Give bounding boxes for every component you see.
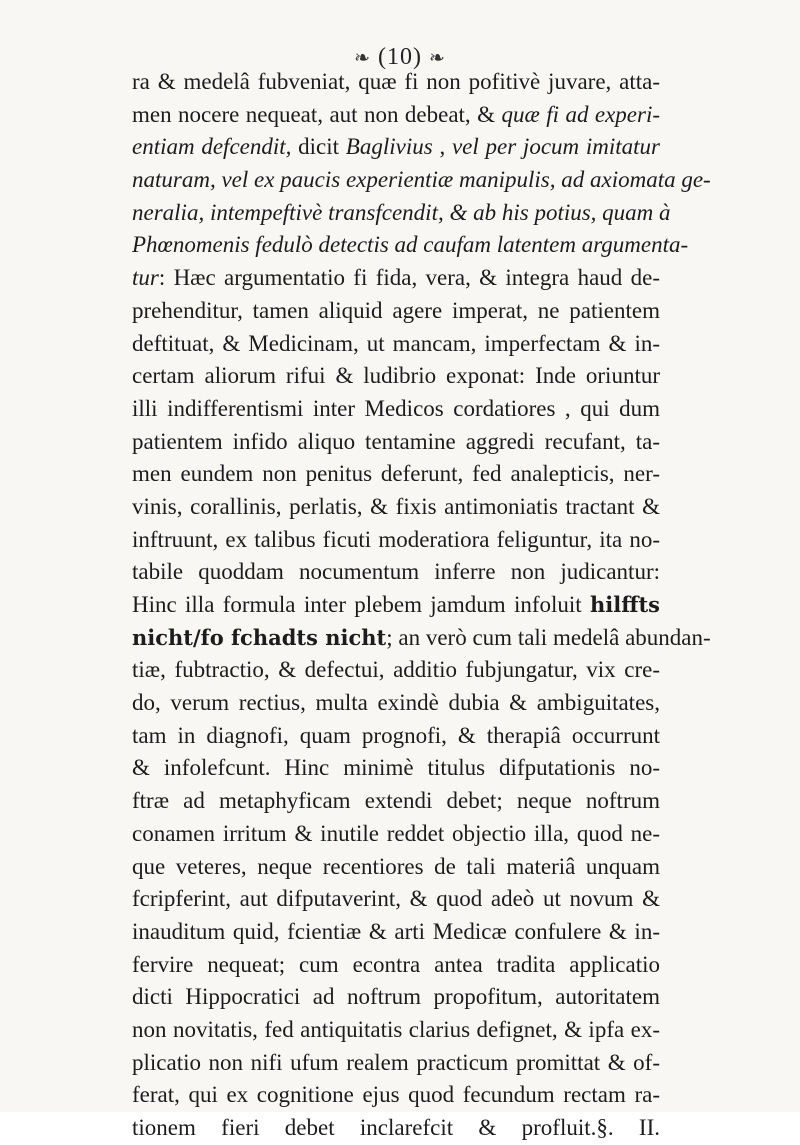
text-segment: tam in diagnofi, quam prognofi, & therapiâ occurrunt bbox=[132, 722, 660, 748]
text-segment: illi indifferentismi inter Medicos cordatiores , qui dum bbox=[132, 395, 660, 421]
text-segment: inftruunt, ex talibus ficuti moderatiora feliguntur, ita no- bbox=[132, 526, 660, 552]
text-segment: fcripferint, aut difputaverint, & quod adeò ut novum & bbox=[132, 886, 660, 912]
text-line bbox=[132, 328, 660, 361]
page-number: (10) bbox=[378, 44, 422, 70]
ornament-right-icon: ❧ bbox=[428, 48, 446, 69]
text-line bbox=[132, 491, 660, 524]
text-line bbox=[132, 295, 660, 328]
text-segment: Hinc illa formula inter plebem jamdum infoluit bbox=[132, 592, 591, 617]
text-line bbox=[132, 785, 660, 818]
text-line bbox=[132, 916, 660, 949]
text-line bbox=[132, 1079, 660, 1112]
text-segment: patientem infido aliquo tentamine aggredi recufant, ta- bbox=[132, 428, 660, 454]
text-segment: tur bbox=[132, 265, 159, 291]
text-segment: fervire nequeat; cum econtra antea tradita applicatio bbox=[132, 951, 660, 977]
body-text bbox=[132, 66, 711, 1145]
text-segment: quæ fi ad experi- bbox=[501, 101, 661, 127]
text-segment: deftituat, & Medicinam, ut mancam, imperfectam & in- bbox=[132, 330, 660, 356]
text-line bbox=[132, 426, 660, 459]
text-segment: plicatio non nifi ufum realem practicum promittat & of- bbox=[132, 1049, 660, 1075]
text-line bbox=[132, 458, 660, 491]
text-segment: hilffts bbox=[590, 592, 660, 617]
text-line bbox=[132, 654, 660, 687]
text-line bbox=[132, 818, 660, 851]
text-segment: §. II. bbox=[596, 1115, 660, 1140]
text-segment: : Hæc argumentatio fi fida, vera, & integra haud de- bbox=[158, 265, 660, 291]
text-segment: Phœnomenis fedulò detectis ad caufam latentem argumenta- bbox=[132, 232, 689, 258]
text-segment: vinis, corallinis, perlatis, & fixis antimoniatis tractant & bbox=[132, 493, 660, 519]
text-segment: dicti Hippocratici ad noftrum propofitum, autoritatem bbox=[132, 984, 660, 1010]
text-segment: tiæ, fubtractio, & defectui, additio fubjungatur, vix cre- bbox=[132, 657, 660, 683]
text-segment: ferat, qui ex cognitione ejus quod fecundum rectam ra- bbox=[132, 1082, 660, 1108]
ornament-left-icon: ❧ bbox=[354, 48, 371, 69]
text-segment: Baglivius bbox=[345, 134, 433, 160]
text-line bbox=[132, 883, 660, 916]
text-segment: naturam, vel ex paucis experientiæ manipulis, ad axiomata ge- bbox=[132, 167, 711, 193]
text-line bbox=[132, 1047, 660, 1080]
text-line bbox=[132, 164, 711, 197]
text-segment: do, verum rectius, multa exindè dubia & ambiguitates, bbox=[132, 690, 660, 716]
text-segment: men nocere nequeat, aut non debeat, & bbox=[132, 101, 502, 127]
text-line bbox=[132, 622, 711, 655]
text-segment: vel per jocum imitatur bbox=[451, 134, 661, 160]
text-line bbox=[132, 589, 660, 622]
text-line bbox=[132, 229, 689, 262]
text-line bbox=[132, 524, 660, 557]
text-segment: dicit bbox=[291, 134, 346, 160]
text-segment: ftræ ad metaphyficam extendi debet; neque noftrum bbox=[132, 788, 660, 814]
text-segment: ra & medelâ fubveniat, quæ fi non pofitivè juvare, atta- bbox=[132, 69, 660, 94]
text-segment: nicht/fo fchadts nicht bbox=[132, 624, 387, 650]
text-line bbox=[132, 1014, 660, 1047]
text-line bbox=[132, 687, 660, 720]
text-segment: non novitatis, fed antiquitatis clarius defignet, & ipfa ex- bbox=[132, 1016, 660, 1042]
text-line bbox=[132, 981, 660, 1014]
text-line bbox=[132, 66, 660, 99]
text-segment: entiam defcendit, bbox=[132, 134, 292, 160]
text-segment: inauditum quid, fcientiæ & arti Medicæ confulere & in- bbox=[132, 918, 660, 944]
text-line bbox=[132, 556, 660, 589]
text-line bbox=[132, 851, 660, 884]
text-line bbox=[132, 262, 660, 295]
text-segment: prehenditur, tamen aliquid agere imperat, ne patientem bbox=[132, 297, 660, 323]
text-segment: certam aliorum rifui & ludibrio exponat: Inde oriuntur bbox=[132, 363, 660, 389]
text-segment: neralia, intempeftivè transfcendit, & ab his potius, quam à bbox=[132, 199, 671, 225]
text-segment: tabile quoddam nocumentum inferre non judicantur: bbox=[132, 559, 660, 585]
text-segment: conamen irritum & inutile reddet objectio illa, quod ne- bbox=[132, 820, 660, 846]
text-line bbox=[132, 197, 671, 230]
text-segment: men eundem non penitus deferunt, fed analepticis, ner- bbox=[132, 461, 660, 487]
text-segment: ; an verò cum tali medelâ abundan- bbox=[386, 624, 711, 650]
text-segment: que veteres, neque recentiores de tali materiâ unquam bbox=[132, 853, 660, 879]
text-segment: , bbox=[432, 134, 452, 160]
text-line bbox=[132, 393, 660, 426]
text-segment: & infolefcunt. Hinc minimè titulus difputationis no- bbox=[132, 755, 660, 781]
text-line bbox=[132, 99, 660, 132]
text-segment: tionem fieri debet inclarefcit & profluit. bbox=[132, 1115, 597, 1140]
text-line bbox=[132, 1112, 660, 1145]
text-line bbox=[132, 131, 660, 164]
text-line bbox=[132, 720, 660, 753]
text-line bbox=[132, 360, 660, 393]
text-line bbox=[132, 752, 660, 785]
text-line bbox=[132, 949, 660, 982]
